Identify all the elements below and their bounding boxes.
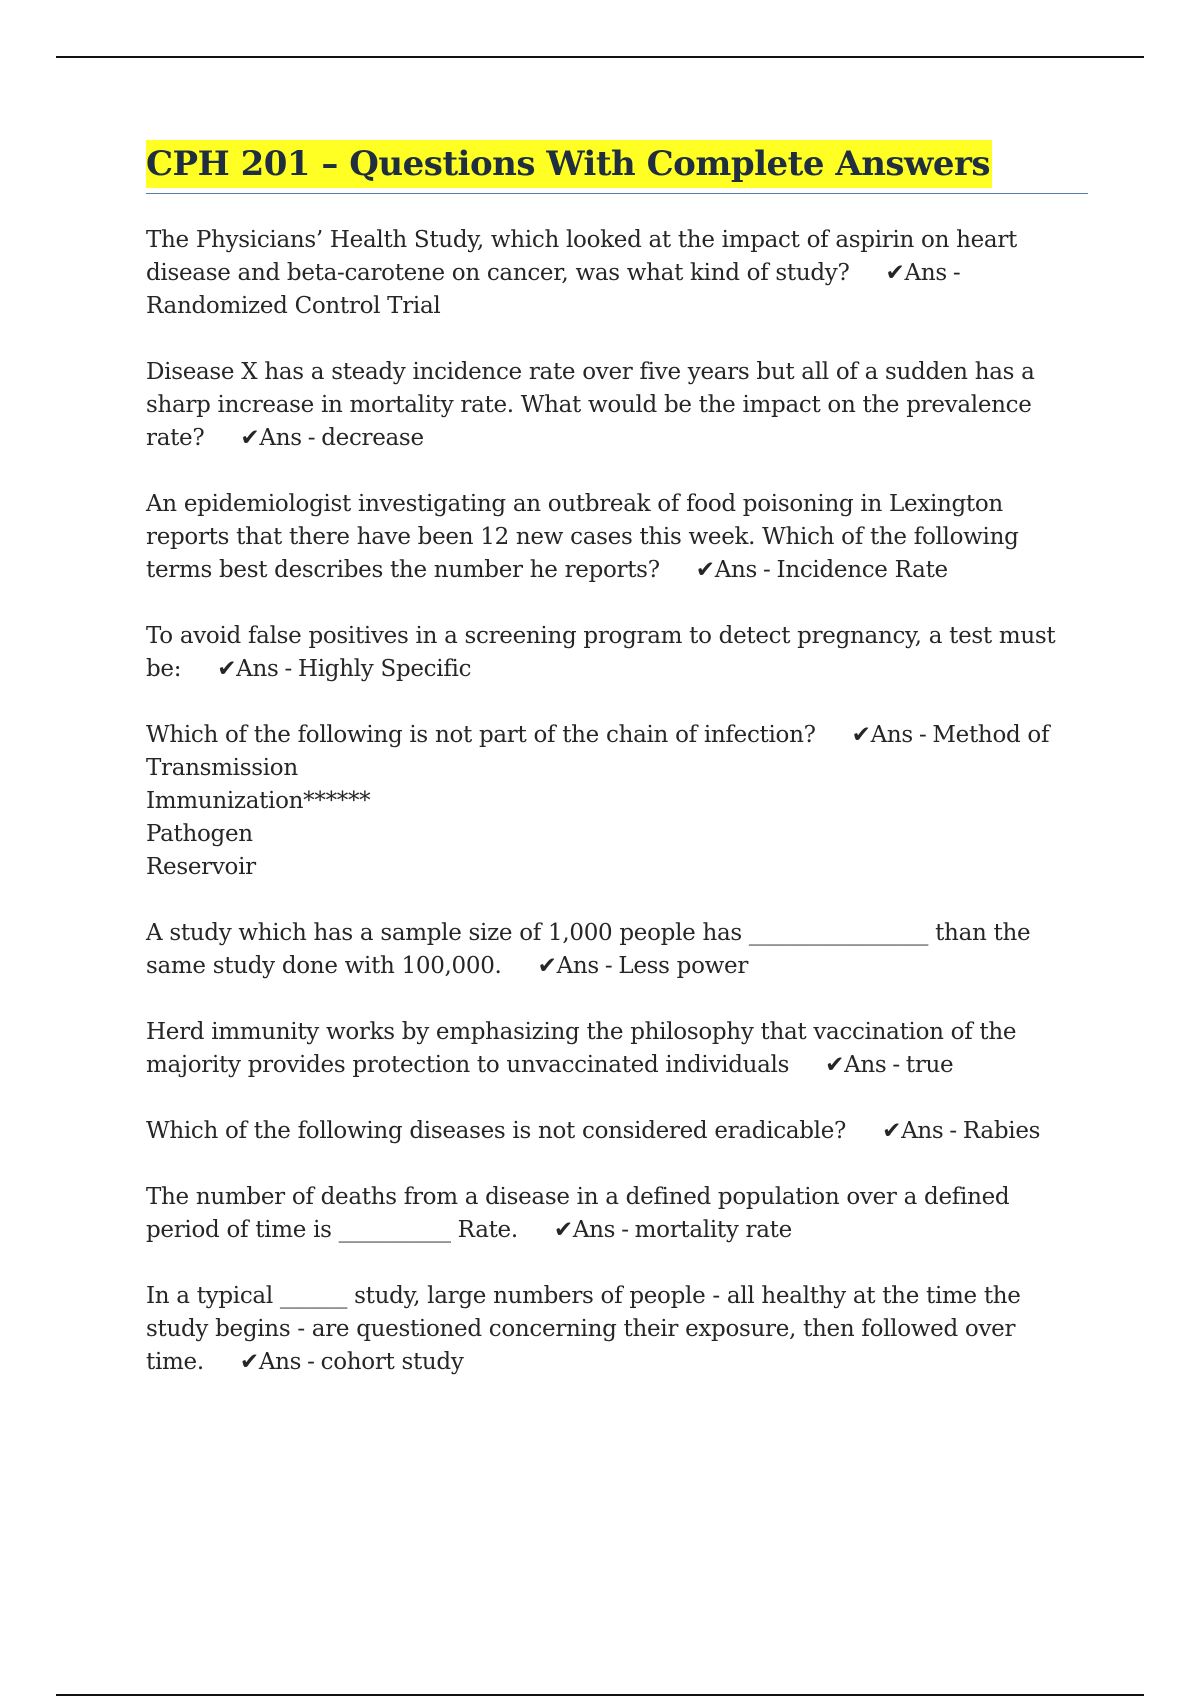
question-text: An epidemiologist investigating an outbreak of food poisoning in Lexington reports that there have been 12 new cases this week. Which of the following terms best describes the number he reports? xyxy=(146,491,1019,583)
answer-separator: - xyxy=(621,1217,629,1243)
answer-separator: - xyxy=(284,656,292,682)
question-text: The number of deaths from a disease in a defined population over a defined period of time is __________ Rate. xyxy=(146,1184,1010,1243)
answer-label: Ans xyxy=(901,1118,944,1144)
checkmark-icon: ✔ xyxy=(825,1052,845,1078)
answer-text: Method of Transmission xyxy=(146,722,1050,781)
qa-list xyxy=(146,224,1088,1379)
answer-label: Ans xyxy=(904,260,947,286)
qa-item xyxy=(146,917,1088,983)
question-text: A study which has a sample size of 1,000 people has ________________ than the same study done with 100,000. xyxy=(146,920,1031,979)
qa-item xyxy=(146,1280,1088,1379)
qa-item xyxy=(146,1181,1088,1247)
option-line: Pathogen xyxy=(146,821,253,847)
checkmark-icon: ✔ xyxy=(851,722,871,748)
answer-text: Incidence Rate xyxy=(776,557,948,583)
checkmark-icon: ✔ xyxy=(885,260,905,286)
answer-label: Ans xyxy=(572,1217,616,1243)
answer-text: Randomized Control Trial xyxy=(146,293,441,319)
answer-separator: - xyxy=(892,1052,900,1078)
answer-label: Ans xyxy=(236,656,279,682)
answer-separator: - xyxy=(307,425,316,451)
answer-label: Ans xyxy=(870,722,913,748)
qa-item xyxy=(146,1115,1088,1148)
top-rule xyxy=(56,56,1144,58)
question-text: In a typical ______ study, large numbers of people - all healthy at the time the study begins - are questioned concerning their exposure, then followed over time. xyxy=(146,1283,1021,1375)
answer-text: Less power xyxy=(618,953,749,979)
qa-item xyxy=(146,488,1088,587)
checkmark-icon: ✔ xyxy=(537,953,557,979)
qa-item xyxy=(146,719,1088,884)
answer-text: cohort study xyxy=(320,1349,464,1375)
checkmark-icon: ✔ xyxy=(240,425,260,451)
qa-item xyxy=(146,224,1088,323)
bottom-rule xyxy=(56,1694,1144,1696)
checkmark-icon: ✔ xyxy=(695,557,715,583)
answer-separator: - xyxy=(604,953,613,979)
answer-separator: - xyxy=(763,557,771,583)
title-block xyxy=(146,140,1088,194)
answer-label: Ans xyxy=(258,1349,302,1375)
answer-text: Rabies xyxy=(962,1118,1041,1144)
checkmark-icon: ✔ xyxy=(239,1349,259,1375)
checkmark-icon: ✔ xyxy=(553,1217,573,1243)
page-title: CPH 201 – Questions With Complete Answers xyxy=(146,140,992,188)
question-text: To avoid false positives in a screening program to detect pregnancy, a test must be: xyxy=(146,623,1056,682)
checkmark-icon: ✔ xyxy=(882,1118,902,1144)
answer-text: mortality rate xyxy=(634,1217,792,1243)
qa-item xyxy=(146,356,1088,455)
question-text: Disease X has a steady incidence rate over five years but all of a sudden has a sharp increase in mortality rate. What would be the impact on the prevalence rate? xyxy=(146,359,1035,451)
qa-item xyxy=(146,1016,1088,1082)
answer-text: true xyxy=(905,1052,954,1078)
option-line: Reservoir xyxy=(146,854,256,880)
answer-separator: - xyxy=(952,260,961,286)
answer-label: Ans xyxy=(259,425,302,451)
question-text: The Physicians’ Health Study, which looked at the impact of aspirin on heart disease and beta-carotene on cancer, was what kind of study? xyxy=(146,227,1017,286)
question-text: Which of the following diseases is not considered eradicable? xyxy=(146,1118,847,1144)
answer-separator: - xyxy=(918,722,927,748)
answer-label: Ans xyxy=(556,953,599,979)
qa-item xyxy=(146,620,1088,686)
document-body xyxy=(146,140,1088,1412)
question-text: Herd immunity works by emphasizing the philosophy that vaccination of the majority provides protection to unvaccinated individuals xyxy=(146,1019,1017,1078)
answer-text: Highly Specific xyxy=(297,656,472,682)
answer-label: Ans xyxy=(844,1052,887,1078)
answer-text: decrease xyxy=(321,425,424,451)
checkmark-icon: ✔ xyxy=(217,656,237,682)
answer-separator: - xyxy=(307,1349,315,1375)
answer-separator: - xyxy=(949,1118,957,1144)
question-text: Which of the following is not part of the chain of infection? xyxy=(146,722,816,748)
option-line: Immunization****** xyxy=(146,788,371,814)
answer-label: Ans xyxy=(714,557,758,583)
